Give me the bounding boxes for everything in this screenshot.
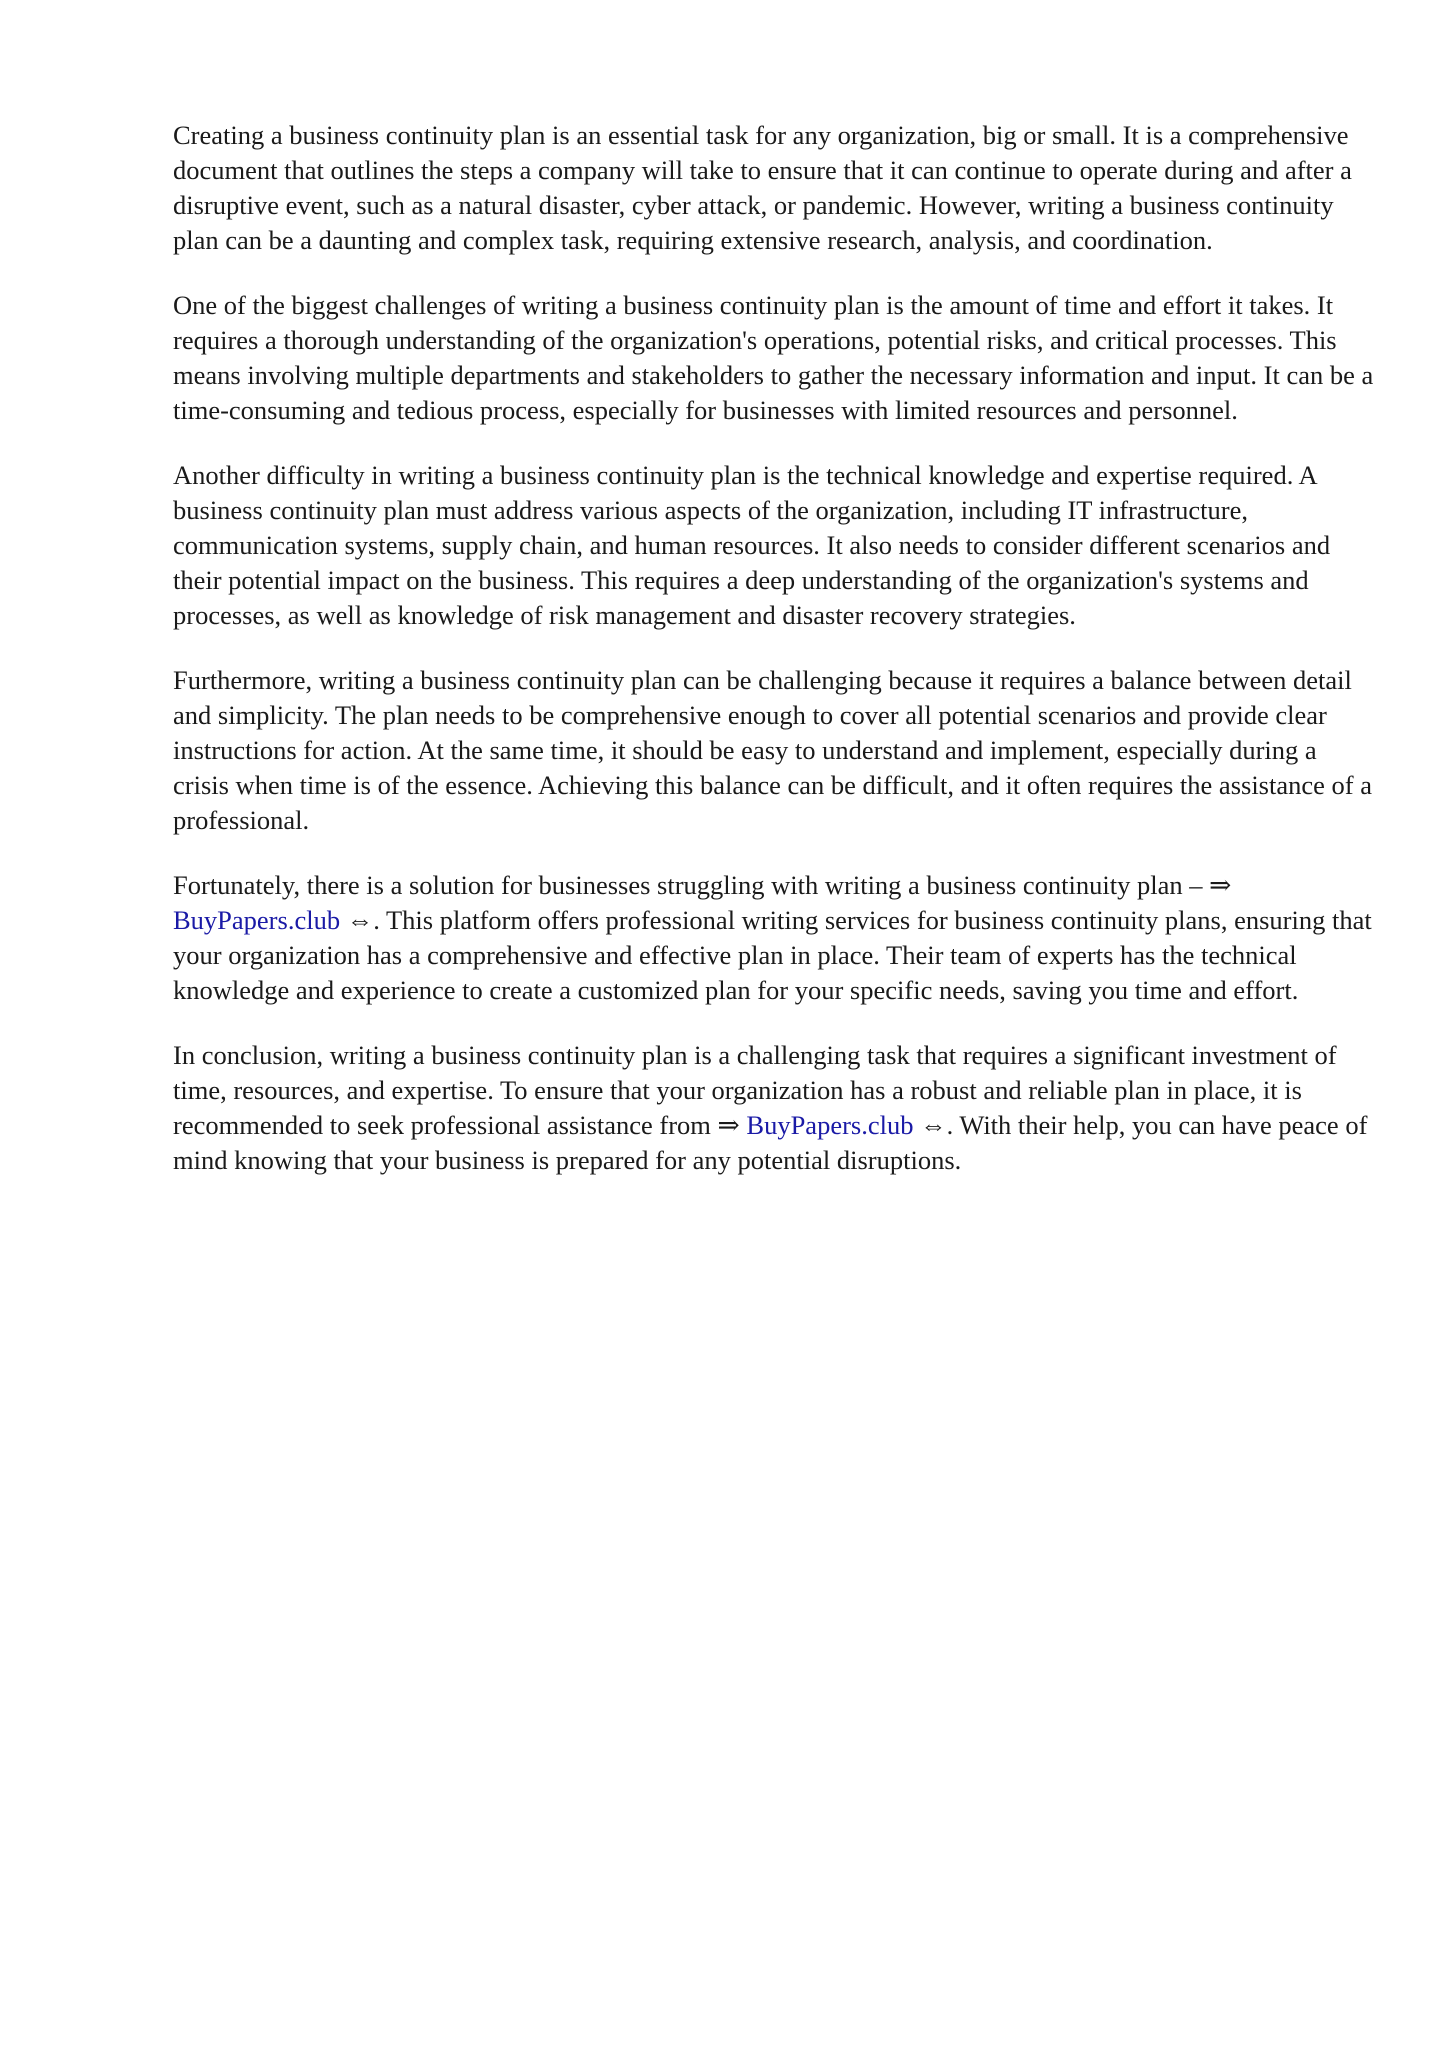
paragraph-conclusion-text-before: In conclusion, writing a business continuity plan is a challenging task that requires a significant investment of time, resources, and expertise. To ensure that your organization has a robust and reliable plan in place, it is recommended to seek professional assistance from bbox=[173, 1040, 1337, 1140]
paragraph-conclusion bbox=[173, 1038, 1378, 1178]
paragraph-balance: Furthermore, writing a business continuity plan can be challenging because it requires a balance between detail and simplicity. The plan needs to be comprehensive enough to cover all potential scenarios and provide clear instructions for action. At the same time, it should be easy to understand and implement, especially during a crisis when time is of the essence. Achieving this balance can be difficult, and it often requires the assistance of a professional. bbox=[173, 665, 1372, 835]
paragraph-conclusion-text-after: . With their help, you can have peace of mind knowing that your business is prepared for any potential disruptions. bbox=[173, 1110, 1368, 1175]
paragraph-intro: Creating a business continuity plan is an essential task for any organization, big or small. It is a comprehensive document that outlines the steps a company will take to ensure that it can continue to operate during and after a disruptive event, such as a natural disaster, cyber attack, or pandemic. However, writing a business continuity plan can be a daunting and complex task, requiring extensive research, analysis, and coordination. bbox=[173, 120, 1352, 255]
arrow-both-icon: ⇔ bbox=[913, 1110, 947, 1140]
arrow-right-icon: ⇒ bbox=[1209, 870, 1232, 900]
paragraph-technical-knowledge: Another difficulty in writing a business continuity plan is the technical knowledge and expertise required. A business continuity plan must address various aspects of the organization, including IT infrastructure, communication systems, supply chain, and human resources. It also needs to consider different scenarios and their potential impact on the business. This requires a deep understanding of the organization's systems and processes, as well as knowledge of risk management and disaster recovery strategies. bbox=[173, 460, 1331, 630]
buypapers-link[interactable]: BuyPapers.club bbox=[173, 905, 341, 935]
paragraph-solution-text-after: . This platform offers professional writing services for business continuity plans, ensuring that your organization has a comprehensive and effective plan in place. Their team of experts has the technical knowledge and experience to create a customized plan for your specific needs, saving you time and effort. bbox=[173, 905, 1372, 1005]
paragraph-solution bbox=[173, 868, 1378, 1008]
arrow-right-icon: ⇒ bbox=[717, 1110, 747, 1140]
arrow-both-icon: ⇔ bbox=[340, 905, 374, 935]
buypapers-link[interactable]: BuyPapers.club bbox=[746, 1110, 914, 1140]
paragraph-time-effort: One of the biggest challenges of writing a business continuity plan is the amount of time and effort it takes. It requires a thorough understanding of the organization's operations, potential risks, and critical processes. This means involving multiple departments and stakeholders to gather the necessary information and input. It can be a time-consuming and tedious process, especially for businesses with limited resources and personnel. bbox=[173, 290, 1374, 425]
paragraph-solution-text-before: Fortunately, there is a solution for businesses struggling with writing a business continuity plan – bbox=[173, 870, 1210, 900]
document-body bbox=[173, 118, 1378, 1208]
